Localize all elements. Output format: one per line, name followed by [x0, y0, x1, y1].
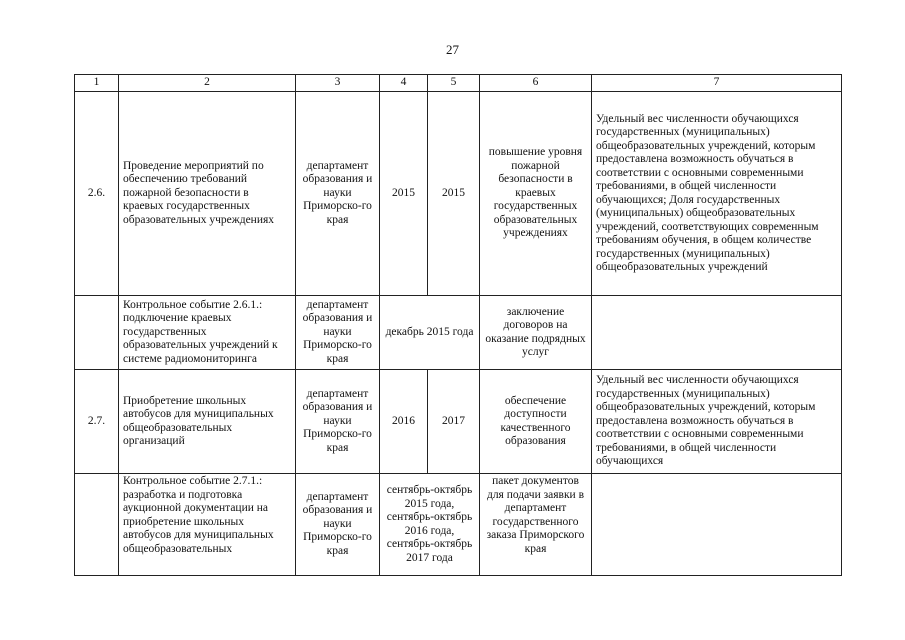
- table-row: [75, 370, 842, 474]
- column-header: 7: [592, 75, 842, 92]
- row-number: 2.7.: [75, 370, 119, 474]
- indicator-cell: Удельный вес численности обучающихся государственных (муниципальных) общеобразовательных учреждений, которым предоставлена возможность обучаться в соответствии с основными современными требованиями, в общей численности обучающихся: [592, 370, 842, 474]
- executor-cell: департамент образования и науки Приморско-го края: [296, 92, 380, 296]
- page-number: 27: [446, 42, 459, 57]
- table-row: [75, 474, 842, 576]
- column-header: 1: [75, 75, 119, 92]
- indicator-cell: Удельный вес численности обучающихся государственных (муниципальных) общеобразовательных учреждений, которым предоставлена возможность обучаться в соответствии с основными современными требованиями, в общей численности обучающихся; Доля государственных (муниципальных) общеобразовательных учреждений, соответствующих современным требованиям обучения, в общем количестве государственных (муниципальных) общеобразовательных учреждений: [592, 92, 842, 296]
- indicator-cell: [592, 474, 842, 576]
- executor-cell: департамент образования и науки Приморско-го края: [296, 296, 380, 370]
- start-year-cell: 2015: [380, 92, 428, 296]
- indicator-cell: [592, 296, 842, 370]
- result-cell: повышение уровня пожарной безопасности в краевых государственных образовательных учреждениях: [480, 92, 592, 296]
- column-header: 4: [380, 75, 428, 92]
- row-number: 2.6.: [75, 92, 119, 296]
- table-row: [75, 92, 842, 296]
- header-row: [75, 75, 842, 92]
- plan-table: [74, 74, 842, 576]
- table-row: [75, 296, 842, 370]
- column-header: 6: [480, 75, 592, 92]
- column-header: 2: [119, 75, 296, 92]
- event-cell: Проведение мероприятий по обеспечению требований пожарной безопасности в краевых государственных образовательных учреждениях: [119, 92, 296, 296]
- date-cell: сентябрь-октябрь 2015 года, сентябрь-октябрь 2016 года, сентябрь-октябрь 2017 года: [380, 474, 480, 576]
- column-header: 3: [296, 75, 380, 92]
- end-year-cell: 2017: [428, 370, 480, 474]
- date-cell: декабрь 2015 года: [380, 296, 480, 370]
- event-cell: [119, 474, 296, 576]
- executor-cell: департамент образования и науки Приморско-го края: [296, 370, 380, 474]
- executor-cell: департамент образования и науки Приморско-го края: [296, 474, 380, 576]
- result-cell: заключение договоров на оказание подрядных услуг: [480, 296, 592, 370]
- event-text: Контрольное событие 2.7.1.: разработка и подготовка аукционной документации на приобретение школьных автобусов для муниципальных общеобразовательных: [123, 475, 274, 555]
- end-year-cell: 2015: [428, 92, 480, 296]
- start-year-cell: 2016: [380, 370, 428, 474]
- result-cell: пакет документов для подачи заявки в департамент государственного заказа Приморского края: [480, 474, 592, 576]
- event-cell: Контрольное событие 2.6.1.: подключение краевых государственных образовательных учреждений к системе радиомониторинга: [119, 296, 296, 370]
- result-cell: обеспечение доступности качественного образования: [480, 370, 592, 474]
- row-number: [75, 474, 119, 576]
- column-header: 5: [428, 75, 480, 92]
- row-number: [75, 296, 119, 370]
- event-cell: Приобретение школьных автобусов для муниципальных общеобразовательных организаций: [119, 370, 296, 474]
